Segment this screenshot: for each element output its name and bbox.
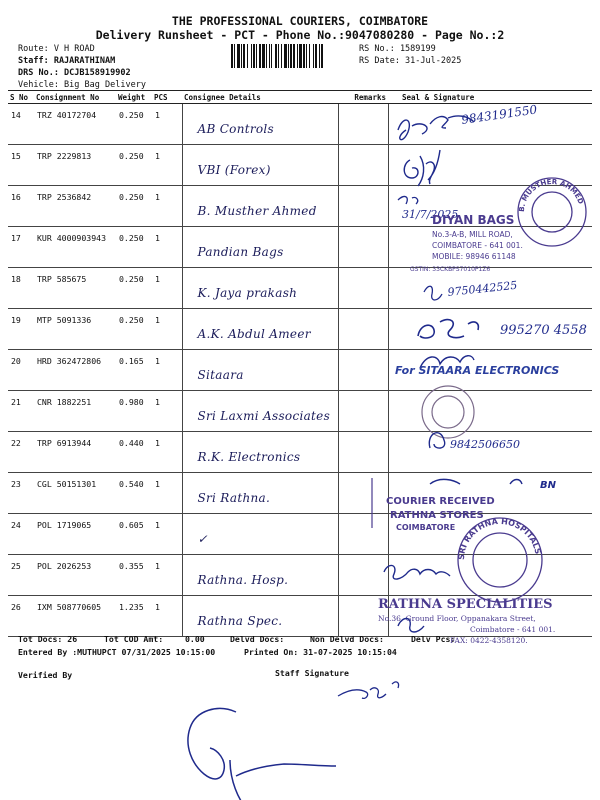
delv-pcs: Delv Pcs: [411, 634, 456, 644]
diyan-mobile: MOBILE: 98946 61148 [432, 252, 516, 261]
pcs-cell: 1 [152, 596, 182, 637]
pcs-cell: 1 [152, 186, 182, 227]
sno-cell: 19 [8, 309, 34, 350]
signature-cell [388, 309, 592, 350]
weight-cell: 0.980 [116, 391, 152, 432]
barcode-bar [281, 44, 282, 68]
sno-cell: 25 [8, 555, 34, 596]
drs-label: DRS No.: DCJB158919902 [18, 68, 131, 78]
sno-cell: 21 [8, 391, 34, 432]
signature-cell [388, 186, 592, 227]
barcode-bar [293, 44, 295, 68]
sno-cell: 20 [8, 350, 34, 391]
barcode-bar [237, 44, 240, 68]
table-row [8, 350, 592, 391]
table-header-row [8, 91, 592, 104]
rs-no-label: RS No.: 1589199 [359, 44, 436, 54]
row16-date: 31/7/2025 [402, 208, 459, 221]
runsheet-header [0, 0, 600, 95]
weight-cell: 0.250 [116, 309, 152, 350]
consignee-cell [182, 555, 338, 596]
weight-cell: 0.250 [116, 104, 152, 145]
signature-cell [388, 391, 592, 432]
printed-on: Printed On: 31-07-2025 10:15:04 [244, 647, 397, 657]
non-delvd-docs: Non Delvd Docs: [310, 634, 384, 644]
consignee-cell [182, 268, 338, 309]
col-pcs-header: PCS [152, 91, 182, 104]
barcode-bar [262, 44, 265, 68]
consignment-cell: CNR 1882251 [34, 391, 116, 432]
pcs-cell: 1 [152, 432, 182, 473]
barcode-bar [271, 44, 272, 68]
signature-cell [388, 514, 592, 555]
consignment-cell: CGL 50151301 [34, 473, 116, 514]
entered-by: Entered By :MUTHUPCT 07/31/2025 10:15:00 [18, 647, 216, 657]
consignee-handwritten: Rathna Spec. [197, 614, 283, 628]
consignee-handwritten: A.K. Abdul Ameer [197, 327, 311, 341]
remarks-cell [338, 268, 388, 309]
diyan-gstin: GSTIN: 33CKBPS7010P1Z6 [410, 266, 491, 273]
barcode-bar [251, 44, 252, 68]
signature-cell [388, 350, 592, 391]
barcode-bar [266, 44, 267, 68]
col-consignee-header: Consignee Details [182, 91, 338, 104]
table-row [8, 186, 592, 227]
consignee-handwritten: ✓ [197, 532, 208, 546]
sno-cell: 17 [8, 227, 34, 268]
signature-cell [388, 432, 592, 473]
barcode-bar [253, 44, 255, 68]
sitaara-text: For SITAARA ELECTRONICS [395, 364, 560, 377]
col-seal-header: Seal & Signature [388, 91, 592, 104]
signature-cell [388, 473, 592, 514]
rathna-spec-addr2: Coimbatore - 641 001. [470, 625, 556, 634]
consignee-handwritten: Sri Laxmi Associates [197, 409, 331, 423]
diyan-city: COIMBATORE - 641 001. [432, 241, 523, 250]
barcode-bar [290, 44, 292, 68]
consignee-cell [182, 145, 338, 186]
table-row [8, 145, 592, 186]
company-title: THE PROFESSIONAL COURIERS, COIMBATORE [171, 14, 429, 28]
barcode-bar [306, 44, 307, 68]
col-weight-header: Weight [116, 91, 152, 104]
consignee-handwritten: Rathna. Hosp. [197, 573, 289, 587]
runsheet-footer [0, 630, 600, 800]
consignee-cell [182, 227, 338, 268]
consignee-cell [182, 309, 338, 350]
sno-cell: 22 [8, 432, 34, 473]
barcode-bar [309, 44, 310, 68]
consignee-cell [182, 104, 338, 145]
barcode-bar [234, 44, 235, 68]
consignment-cell: POL 2026253 [34, 555, 116, 596]
pcs-cell: 1 [152, 350, 182, 391]
table-row [8, 391, 592, 432]
pcs-cell: 1 [152, 514, 182, 555]
staff-signature-label: Staff Signature [275, 668, 349, 678]
rathna-stores: RATHNA STORES [390, 510, 484, 521]
consignment-cell: KUR 4000903943 [34, 227, 116, 268]
remarks-cell [338, 514, 388, 555]
consignee-handwritten: VBI (Forex) [197, 163, 271, 177]
weight-cell: 0.250 [116, 145, 152, 186]
table-row [8, 309, 592, 350]
tot-docs: Tot Docs: 26 [18, 634, 78, 644]
table-row [8, 514, 592, 555]
consignment-cell: IXM 508770605 [34, 596, 116, 637]
remarks-cell [338, 432, 388, 473]
pcs-cell: 1 [152, 391, 182, 432]
consignee-handwritten: AB Controls [197, 122, 275, 136]
runsheet-title: Delivery Runsheet - PCT - Phone No.:9047080280 - Page No.:2 [95, 28, 505, 42]
consignee-cell [182, 473, 338, 514]
pcs-cell: 1 [152, 555, 182, 596]
barcode-bar [303, 44, 305, 68]
barcode-bar [297, 44, 298, 68]
weight-cell: 0.250 [116, 268, 152, 309]
tot-cod-label: Tot COD Amt: [104, 634, 164, 644]
pcs-cell: 1 [152, 227, 182, 268]
tot-cod-value: 0.00 [185, 634, 205, 644]
weight-cell: 0.355 [116, 555, 152, 596]
consignee-handwritten: B. Musther Ahmed [197, 204, 317, 218]
pcs-cell: 1 [152, 145, 182, 186]
consignment-cell: TRP 2229813 [34, 145, 116, 186]
remarks-cell [338, 104, 388, 145]
signature-cell [388, 268, 592, 309]
barcode-bar [313, 44, 314, 68]
remarks-cell [338, 350, 388, 391]
weight-cell: 0.165 [116, 350, 152, 391]
barcode [230, 44, 352, 68]
consignee-handwritten: R.K. Electronics [197, 450, 301, 464]
remarks-cell [338, 145, 388, 186]
weight-cell: 0.440 [116, 432, 152, 473]
remarks-cell [338, 555, 388, 596]
consignment-cell: TRP 585675 [34, 268, 116, 309]
pcs-cell: 1 [152, 309, 182, 350]
barcode-bar [319, 44, 320, 68]
consignee-cell [182, 350, 338, 391]
barcode-bar [278, 44, 279, 68]
consignment-cell: TRP 2536842 [34, 186, 116, 227]
sno-cell: 18 [8, 268, 34, 309]
consignee-handwritten: Sitaara [197, 368, 244, 382]
signature-cell [388, 104, 592, 145]
consignment-cell: TRZ 40172704 [34, 104, 116, 145]
consignment-cell: MTP 5091336 [34, 309, 116, 350]
weight-cell: 0.605 [116, 514, 152, 555]
consignment-cell: TRP 6913944 [34, 432, 116, 473]
barcode-bar [275, 44, 277, 68]
table-row [8, 555, 592, 596]
diyan-name: DIYAN BAGS [432, 213, 515, 227]
route-label: Route: V H ROAD [18, 44, 95, 54]
consignee-cell [182, 186, 338, 227]
barcode-bar [315, 44, 317, 68]
rs-date-label: RS Date: 31-Jul-2025 [359, 56, 462, 66]
barcode-bar [243, 44, 245, 68]
signature-cell [388, 555, 592, 596]
signature-cell [388, 145, 592, 186]
barcode-bar [299, 44, 302, 68]
row19-phone: 995270 4558 [500, 323, 587, 338]
weight-cell: 1.235 [116, 596, 152, 637]
barcode-bar [241, 44, 242, 68]
rathna-spec-addr1: No.36, Ground Floor, Oppanakara Street, [378, 614, 536, 623]
table-row [8, 268, 592, 309]
col-remarks-header: Remarks [338, 91, 388, 104]
staff-label: Staff: RAJARATHINAM [18, 56, 116, 66]
barcode-bar [259, 44, 261, 68]
pcs-cell: 1 [152, 268, 182, 309]
remarks-cell [338, 186, 388, 227]
sno-cell: 23 [8, 473, 34, 514]
consignment-cell: HRD 362472806 [34, 350, 116, 391]
rathna-spec-name: RATHNA SPECIALITIES [378, 597, 553, 612]
remarks-cell [338, 309, 388, 350]
consignee-cell [182, 391, 338, 432]
barcode-bar [256, 44, 257, 68]
sno-cell: 16 [8, 186, 34, 227]
courier-received: COURIER RECEIVED [386, 496, 495, 507]
sno-cell: 15 [8, 145, 34, 186]
row18-phone: 9750442525 [446, 278, 518, 299]
rathna-spec-phone: FAX: 0422-4358120. [450, 636, 528, 645]
row21-phone: 9842506650 [450, 438, 520, 451]
sno-cell: 26 [8, 596, 34, 637]
vehicle-label: Vehicle: Big Bag Delivery [18, 80, 146, 90]
table-row [8, 473, 592, 514]
weight-cell: 0.250 [116, 227, 152, 268]
barcode-bar [321, 44, 323, 68]
consignee-handwritten: Sri Rathna. [197, 491, 271, 505]
consignee-handwritten: Pandian Bags [197, 245, 284, 259]
table-row [8, 227, 592, 268]
consignee-cell [182, 514, 338, 555]
table-row [8, 432, 592, 473]
pcs-cell: 1 [152, 473, 182, 514]
col-sno-header: S No [8, 91, 34, 104]
table-row [8, 104, 592, 145]
delvd-docs: Delvd Docs: [230, 634, 285, 644]
barcode-bar [269, 44, 270, 68]
rathna-hospital-ring: SRI RATHNA HOSPITALS [456, 516, 543, 561]
weight-cell: 0.250 [116, 186, 152, 227]
col-consignment-header: Consignment No [34, 91, 116, 104]
row23-bn: BN [540, 480, 556, 491]
verified-by: Verified By [18, 670, 73, 680]
signature-cell [388, 227, 592, 268]
barcode-bar [288, 44, 289, 68]
pcs-cell: 1 [152, 104, 182, 145]
remarks-cell [338, 391, 388, 432]
sno-cell: 24 [8, 514, 34, 555]
musther-ring-text: B. MUSTHER AHMED [517, 177, 585, 213]
runsheet-table [8, 90, 592, 637]
diyan-address: No.3-A-B, MILL ROAD, [432, 230, 513, 239]
barcode-bar [284, 44, 287, 68]
barcode-bar [247, 44, 248, 68]
barcode-bar [231, 44, 233, 68]
sno-cell: 14 [8, 104, 34, 145]
coimbatore-text: COIMBATORE [396, 523, 456, 532]
remarks-cell [338, 473, 388, 514]
remarks-cell [338, 227, 388, 268]
consignee-cell [182, 432, 338, 473]
row14-phone: 9843191550 [460, 102, 539, 127]
consignee-handwritten: K. Jaya prakash [197, 286, 298, 300]
consignment-cell: POL 1719065 [34, 514, 116, 555]
weight-cell: 0.540 [116, 473, 152, 514]
